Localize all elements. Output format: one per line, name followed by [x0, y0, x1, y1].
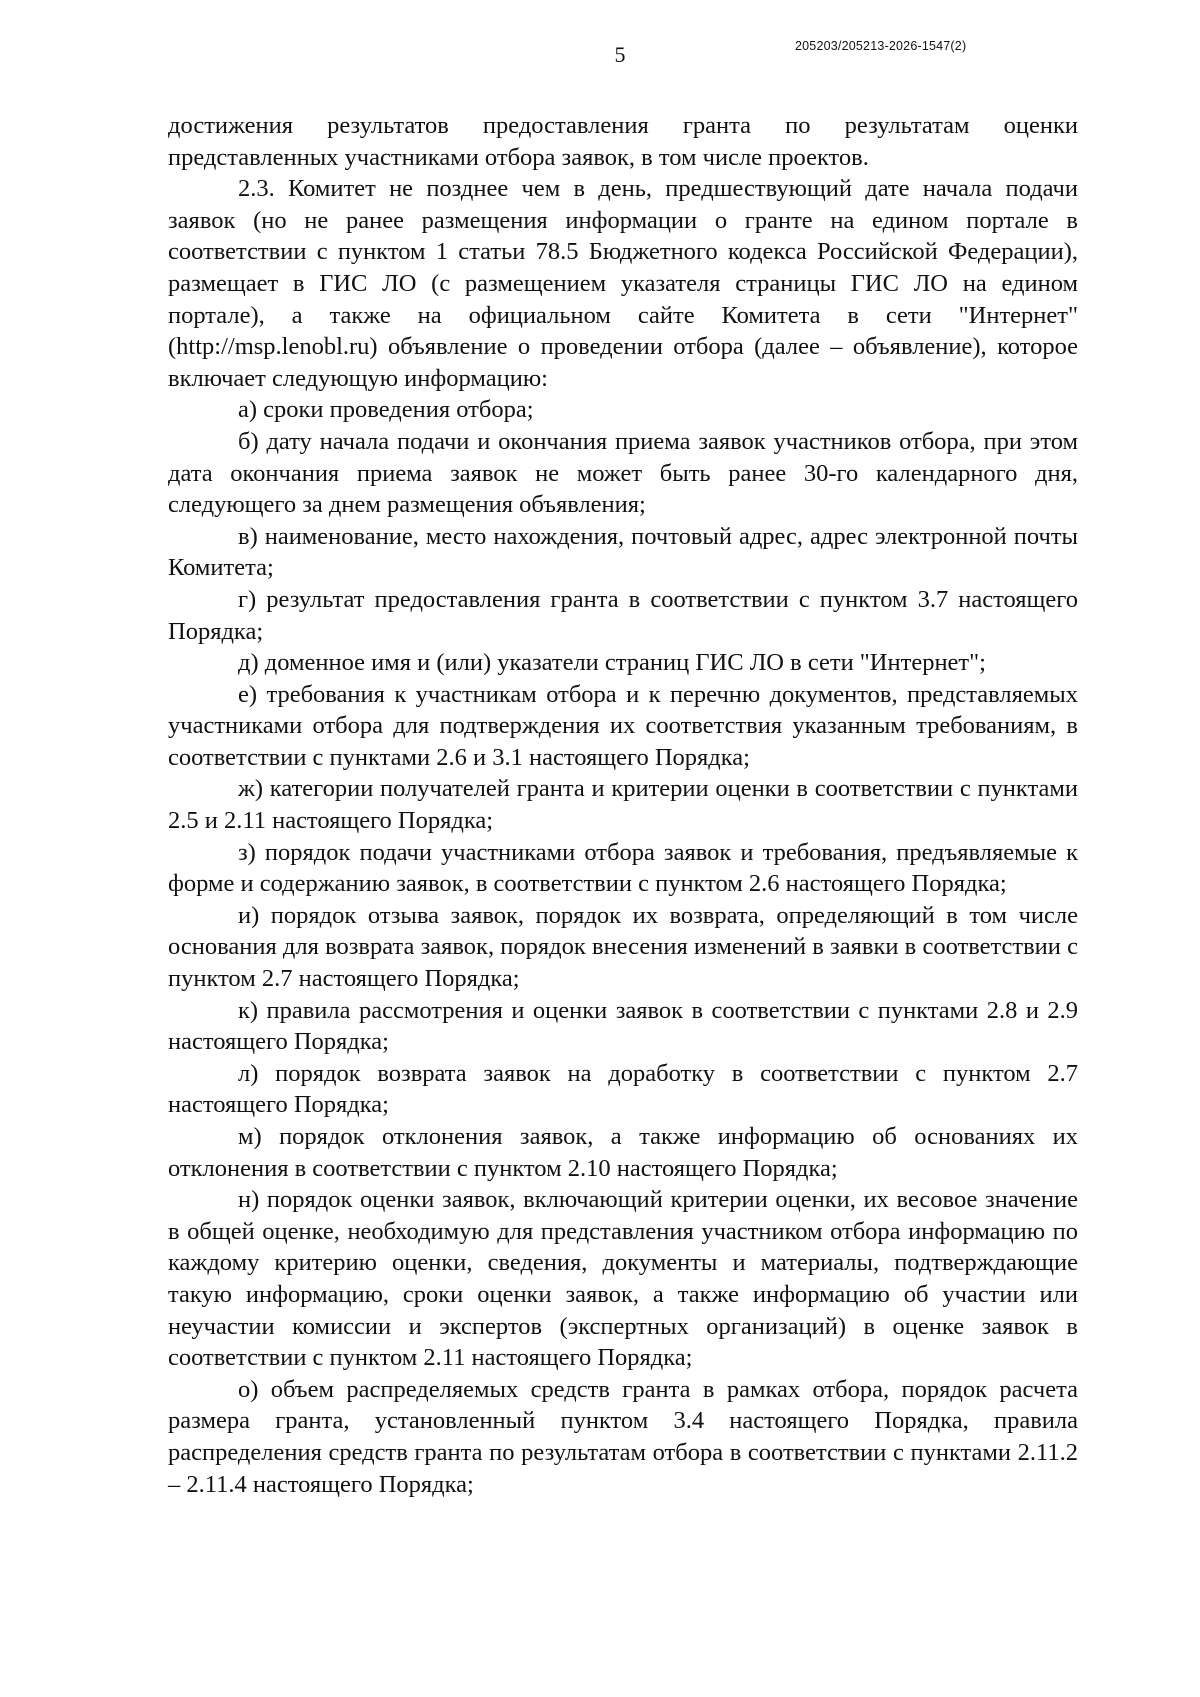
list-item-e: е) требования к участникам отбора и к перечню документов, представляемых участниками отбора для подтверждения их соответствия указанным требованиям, в соответствии с пунктами 2.6 и 3.1 настоящего Порядка;	[168, 680, 1078, 771]
list-item-i: и) порядок отзыва заявок, порядок их возврата, определяющий в том числе основания для возврата заявок, порядок внесения изменений в заявки в соответствии с пунктом 2.7 настоящего Порядка;	[168, 901, 1078, 993]
page-number: 5	[614, 42, 626, 67]
list-item-m: м) порядок отклонения заявок, а также информацию об основаниях их отклонения в соответствии с пунктом 2.10 настоящего Порядка;	[168, 1123, 1078, 1182]
list-item-d: д) доменное имя и (или) указатели страниц ГИС ЛО в сети "Интернет";	[238, 649, 986, 677]
list-item-n: н) порядок оценки заявок, включающий критерии оценки, их весовое значение в общей оценке, необходимую для представления участником отбора информацию по каждому критерию оценки, сведения, документы и материалы, подтверждающие такую информацию, сроки оценки заявок, а также информацию об участии или неучастии комиссии и экспертов (экспертных организаций) в оценке заявок в соответствии с пунктом 2.11 настоящего Порядка;	[168, 1186, 1078, 1372]
list-item-b: б) дату начала подачи и окончания приема заявок участников отбора, при этом дата окончания приема заявок не может быть ранее 30-го календарного дня, следующего за днем размещения объявления;	[168, 427, 1078, 519]
document-registration-code: 205203/205213-2026-1547(2)	[795, 39, 967, 53]
list-item-l: л) порядок возврата заявок на доработку в соответствии с пунктом 2.7 настоящего Порядка;	[168, 1059, 1078, 1119]
paragraph-2-3: 2.3. Комитет не позднее чем в день, предшествующий дате начала подачи заявок (но не ранее размещения информации о гранте на едином портале в соответствии с пунктом 1 статьи 78.5 Бюджетного кодекса Российской Федерации), размещает в ГИС ЛО (с размещением указателя страницы ГИС ЛО на едином портале), а также на официальном сайте Комитета в сети "Интернет" (http://msp.lenobl.ru) объявление о проведении отбора (далее – объявление), которое включает следующую информацию:	[168, 175, 1078, 392]
list-item-zh: ж) категории получателей гранта и критерии оценки в соответствии с пунктами 2.5 и 2.11 настоящего Порядка;	[168, 775, 1078, 835]
list-item-a: а) сроки проведения отбора;	[238, 396, 534, 424]
list-item-z: з) порядок подачи участниками отбора заявок и требования, предъявляемые к форме и содержанию заявок, в соответствии с пунктом 2.6 настоящего Порядка;	[168, 838, 1078, 898]
list-item-v: в) наименование, место нахождения, почтовый адрес, адрес электронной почты Комитета;	[168, 522, 1078, 582]
list-item-o: о) объем распределяемых средств гранта в рамках отбора, порядок расчета размера гранта, установленный пунктом 3.4 настоящего Порядка, правила распределения средств гранта по результатам отбора в соответствии с пунктами 2.11.2 – 2.11.4 настоящего Порядка;	[168, 1375, 1078, 1498]
paragraph-continuation: достижения результатов предоставления гранта по результатам оценки представленных участниками отбора заявок, в том числе проектов.	[168, 112, 1078, 171]
document-body	[168, 110, 1078, 1500]
list-item-k: к) правила рассмотрения и оценки заявок в соответствии с пунктами 2.8 и 2.9 настоящего Порядка;	[168, 996, 1078, 1056]
list-item-g: г) результат предоставления гранта в соответствии с пунктом 3.7 настоящего Порядка;	[168, 585, 1078, 645]
